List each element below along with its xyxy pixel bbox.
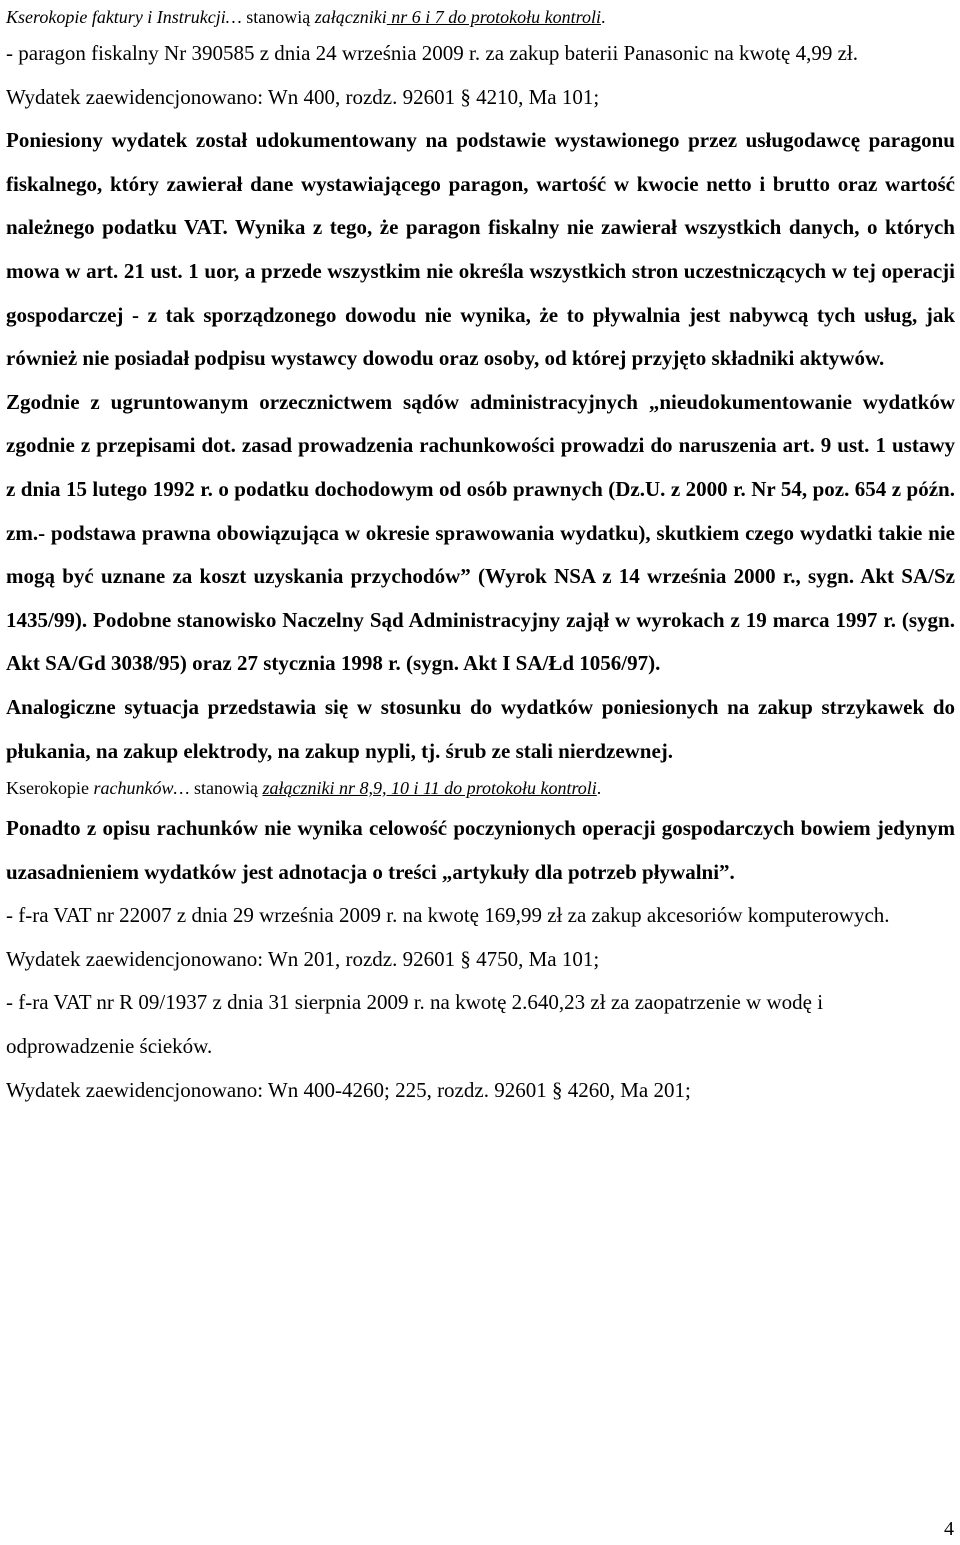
caption-doc-type: Kserokopie faktury i Instrukcji… bbox=[6, 7, 242, 27]
receipt-entry: - paragon fiskalny Nr 390585 z dnia 24 września 2009 r. za zakup baterii Panasonic na kwotę 4,99 zł. bbox=[6, 41, 858, 65]
caption-protocol-ref: nr 6 i 7 do protokołu kontroli bbox=[386, 7, 601, 27]
invoice-entry: - f-ra VAT nr R 09/1937 z dnia 31 sierpnia 2009 r. na kwotę 2.640,23 zł za zaopatrzenie w wodę i odprowadzenie ścieków. bbox=[6, 990, 824, 1059]
finding-paragraph-purpose: Ponadto z opisu rachunków nie wynika celowość poczynionych operacji gospodarczych bowiem jedynym uzasadnieniem wydatków jest adnotacja o treści „artykuły dla potrzeb pływalni”. bbox=[6, 816, 955, 884]
caption-period: . bbox=[600, 7, 606, 27]
caption-verb: stanowią bbox=[241, 7, 315, 27]
attachment-caption bbox=[6, 2, 955, 32]
caption-doc-kind: rachunków… bbox=[93, 778, 190, 799]
page-number: 4 bbox=[944, 1518, 954, 1540]
caption-verb: stanowią bbox=[189, 778, 263, 799]
caption-doc-type: Kserokopie bbox=[6, 778, 94, 799]
receipt-booking: Wydatek zaewidencjonowano: Wn 400, rozdz. 92601 § 4210, Ma 101; bbox=[6, 84, 600, 109]
invoice-booking: Wydatek zaewidencjonowano: Wn 400-4260; 225, rozdz. 92601 § 4260, Ma 201; bbox=[6, 1077, 691, 1102]
caption-attachments: załączniki bbox=[314, 7, 387, 27]
invoice-booking: Wydatek zaewidencjonowano: Wn 201, rozdz. 92601 § 4750, Ma 101; bbox=[6, 946, 600, 971]
jurisprudence-paragraph: Zgodnie z ugruntowanym orzecznictwem sądów administracyjnych „nieudokumentowanie wydatków zgodnie z przepisami dot. zasad prowadzenia rachunkowości prowadzi do naruszenia art. 9 ust. 1 ustawy z dnia 15 lutego 1992 r. o podatku dochodowym od osób prawnych (Dz.U. z 2000 r. Nr 54, poz. 654 z późn. zm.- podstawa prawna obowiązująca w okresie sprawowania wydatku), skutkiem czego wydatki takie nie mogą być uznane za koszt uzyskania przychodów” (Wyrok NSA z 14 września 2000 r., sygn. Akt SA/Sz 1435/99). Podobne stanowisko Naczelny Sąd Administracyjny zajął w wyrokach z 19 marca 1997 r. (sygn. Akt SA/Gd 3038/95) oraz 27 stycznia 1998 r. (sygn. Akt I SA/Łd 1056/97). bbox=[6, 389, 955, 676]
caption-attachments: załączniki bbox=[262, 778, 335, 799]
finding-paragraph-receipt: Poniesiony wydatek został udokumentowany na podstawie wystawionego przez usługodawcę paragonu fiskalnego, który zawierał dane wystawiającego paragon, wartość w kwocie netto i brutto oraz wartość należnego podatku VAT. Wynika z tego, że paragon fiskalny nie zawierał wszystkich danych, o których mowa w art. 21 ust. 1 uor, a przede wszystkim nie określa wszystkich stron uczestniczących w tej operacji gospodarczej - z tak sporządzonego dowodu nie wynika, że to pływalnia jest nabywcą tych usług, jak również nie posiadał podpisu wystawcy dowodu oraz osoby, od której przyjęto składniki aktywów. bbox=[6, 128, 955, 371]
caption-protocol-ref: nr 8,9, 10 i 11 do protokołu kontroli bbox=[334, 778, 597, 799]
analogous-paragraph: Analogiczne sytuacja przedstawia się w stosunku do wydatków poniesionych na zakup strzykawek do płukania, na zakup elektrody, na zakup nypli, tj. śrub ze stali nierdzewnej. bbox=[6, 694, 955, 763]
caption-period: . bbox=[596, 778, 602, 799]
attachment-caption-invoices bbox=[6, 773, 955, 803]
invoice-entry: - f-ra VAT nr 22007 z dnia 29 września 2009 r. na kwotę 169,99 zł za zakup akcesoriów komputerowych. bbox=[6, 903, 890, 928]
